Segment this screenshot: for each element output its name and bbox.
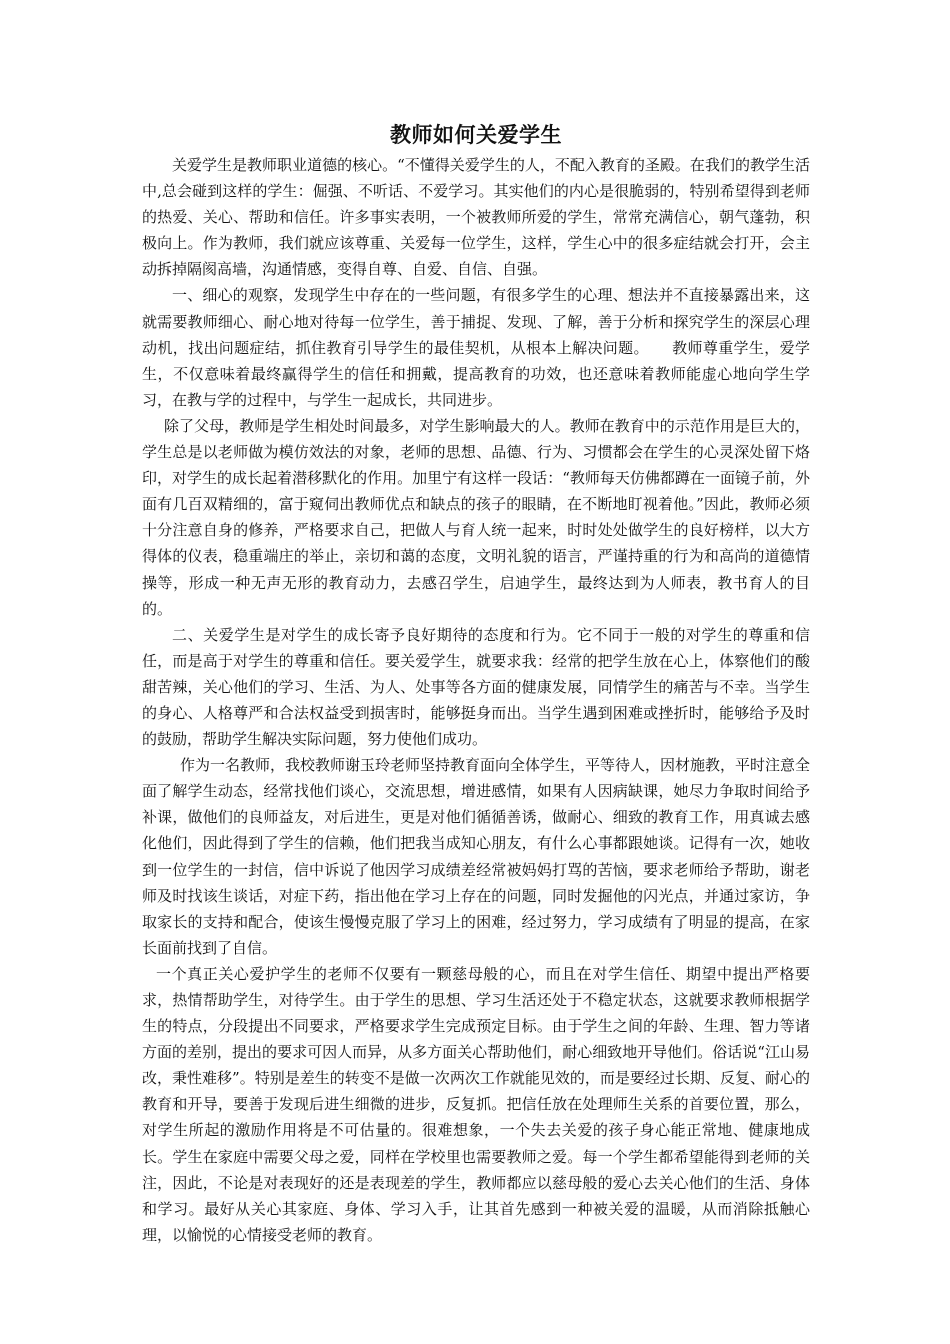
paragraph-intro: 关爱学生是教师职业道德的核心。“不懂得关爱学生的人，不配入教育的圣殿。在我们的教学生活中,总会碰到这样的学生：倔强、不听话、不爱学习。其实他们的内心是很脆弱的，特别希望得到老师的热爱、关心、帮助和信任。许多事实表明，一个被教师所爱的学生，常常充满信心，朝气蓬勃，积极向上。作为教师，我们就应该尊重、关爱每一位学生，这样，学生心中的很多症结就会打开，会主动拆掉隔阂高墙，沟通情感，变得自尊、自爱、自信、自强。: [142, 156, 810, 279]
paragraph-role-model: 除了父母，教师是学生相处时间最多，对学生影响最大的人。教师在教育中的示范作用是巨大的，学生总是以老师做为模仿效法的对象，老师的思想、品德、行为、习惯都会在学生的心灵深处留下烙印，对学生的成长起着潜移默化的作用。加里宁有这样一段话：“教师每天仿佛都蹲在一面镜子前，外面有几百双精细的，富于窥伺出教师优点和缺点的孩子的眼睛，在不断地盯视着他。”因此，教师必须十分注意自身的修养，严格要求自己，把做人与育人统一起来，时时处处做学生的良好榜样，以大方得体的仪表，稳重端庄的举止，亲切和蔼的态度，文明礼貌的语言，严谨持重的行为和高尚的道德情操等，形成一种无声无形的教育动力，去感召学生，启迪学生，最终达到为人师表，教书育人的目的。: [142, 416, 810, 618]
paragraph-observation: 一、细心的观察，发现学生中存在的一些问题，有很多学生的心理、想法并不直接暴露出来，这就需要教师细心、耐心地对待每一位学生，善于捕捉、发现、了解，善于分析和探究学生的深层心理动机，找出问题症结，抓住教育引导学生的最佳契机，从根本上解决问题。 教师尊重学生，爱学生，不仅意味着最终赢得学生的信任和拥戴，提高教育的功效，也还意味着教师能虚心地向学生学习，在教与学的过程中，与学生一起成长，共同进步。: [142, 286, 810, 409]
paragraph-caring-attitude: 二、关爱学生是对学生的成长寄予良好期待的态度和行为。它不同于一般的对学生的尊重和信任，而是高于对学生的尊重和信任。要关爱学生，就要求我：经常的把学生放在心上，体察他们的酸甜苦辣，关心他们的学习、生活、为人、处事等各方面的健康发展，同情学生的痛苦与不幸。当学生的身心、人格尊严和合法权益受到损害时，能够挺身而出。当学生遇到困难或挫折时，能够给予及时的鼓励，帮助学生解决实际问题，努力使他们成功。: [142, 625, 810, 749]
document-title: 教师如何关爱学生: [390, 123, 562, 147]
paragraph-teacher-example: 作为一名教师，我校教师谢玉玲老师坚持教育面向全体学生，平等待人，因材施教，平时注意全面了解学生动态，经常找他们谈心，交流思想，增进感情，如果有人因病缺课，她尽力争取时间给予补课，做他们的良师益友，对后进生，更是对他们循循善诱，做耐心、细致的教育工作，用真诚去感化他们，因此得到了学生的信赖，他们把我当成知心朋友，有什么心事都跟她谈。记得有一次，她收到一位学生的一封信，信中诉说了他因学习成绩差经常被妈妈打骂的苦恼，要求老师给予帮助，谢老师及时找该生谈话，对症下药，指出他在学习上存在的问题，同时发掘他的闪光点，并通过家访，争取家长的支持和配合，使该生慢慢克服了学习上的困难，经过努力，学习成绩有了明显的提高，在家长面前找到了自信。: [142, 756, 811, 957]
paragraph-conclusion: 一个真正关心爱护学生的老师不仅要有一颗慈母般的心，而且在对学生信任、期望中提出严格要求，热情帮助学生，对待学生。由于学生的思想、学习生活还处于不稳定状态，这就要求教师根据学生的特点，分段提出不同要求，严格要求学生完成预定目标。由于学生之间的年龄、生理、智力等诸方面的差别，提出的要求可因人而异，从多方面关心帮助他们，耐心细致地开导他们。俗话说“江山易改，秉性难移”。特别是差生的转变不是做一次两次工作就能见效的，而是要经过长期、反复、耐心的教育和开导，要善于发现后进生细微的进步，反复抓。把信任放在处理师生关系的首要位置，那么，对学生所起的激励作用将是不可估量的。很难想象，一个失去关爱的孩子身心能正常地、健康地成长。学生在家庭中需要父母之爱，同样在学校里也需要教师之爱。每一个学生都希望能得到老师的关注，因此，不论是对表现好的还是表现差的学生，教师都应以慈母般的爱心去关心他们的生活、身体和学习。最好从关心其家庭、身体、学习入手，让其首先感到一种被关爱的温暖，从而消除抵触心理，以愉悦的心情接受老师的教育。: [142, 964, 810, 1244]
document-page: [142, 118, 810, 1248]
